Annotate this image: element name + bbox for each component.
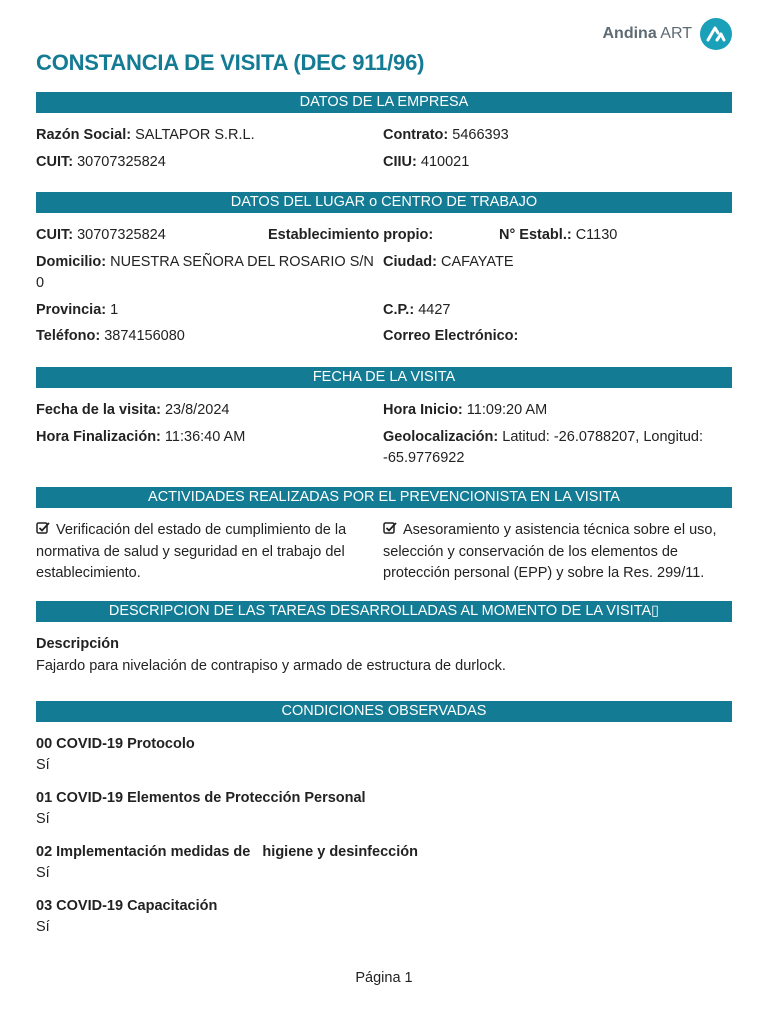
razon-social-field: Razón Social: SALTAPOR S.R.L. xyxy=(36,127,255,143)
cp-field: C.P.: 4427 xyxy=(383,302,451,318)
actividad-item: Asesoramiento y asistencia técnica sobre el uso, selección y conservación de los elementos de protección personal (EPP) y sobre la Res. 299/11. xyxy=(383,522,717,581)
check-square-icon xyxy=(36,521,50,542)
condicion-value: Sí xyxy=(36,757,50,773)
section-header-actividades: ACTIVIDADES REALIZADAS POR EL PREVENCIONISTA EN LA VISITA xyxy=(36,487,732,508)
condicion-title: 00 COVID-19 Protocolo xyxy=(36,736,195,752)
section-header-lugar: DATOS DEL LUGAR o CENTRO DE TRABAJO xyxy=(36,192,732,213)
brand-logo xyxy=(603,18,733,50)
actividad-item: Verificación del estado de cumplimiento de la normativa de salud y seguridad en el trabajo del establecimiento. xyxy=(36,522,347,581)
page-title: CONSTANCIA DE VISITA (DEC 911/96) xyxy=(36,50,425,75)
andina-logo-icon xyxy=(700,18,732,50)
lugar-cuit-field: CUIT: 30707325824 xyxy=(36,227,166,243)
ciudad-field: Ciudad: CAFAYATE xyxy=(383,254,514,270)
telefono-field: Teléfono: 3874156080 xyxy=(36,328,185,344)
hora-inicio-field: Hora Inicio: 11:09:20 AM xyxy=(383,402,548,418)
nro-establecimiento-field: N° Establ.: C1130 xyxy=(499,227,618,243)
ciiu-field: CIIU: 410021 xyxy=(383,154,470,170)
condicion-value: Sí xyxy=(36,811,50,827)
condicion-title: 02 Implementación medidas de higiene y desinfección xyxy=(36,844,418,860)
section-header-visita: FECHA DE LA VISITA xyxy=(36,367,732,388)
check-square-icon xyxy=(383,521,397,542)
provincia-field: Provincia: 1 xyxy=(36,302,119,318)
section-header-condiciones: CONDICIONES OBSERVADAS xyxy=(36,701,732,722)
geolocalizacion-field: Geolocalización: Latitud: -26.0788207, Longitud: -65.9776922 xyxy=(383,429,704,466)
establecimiento-propio-field: Establecimiento propio: xyxy=(268,227,434,243)
section-header-empresa: DATOS DE LA EMPRESA xyxy=(36,92,732,113)
domicilio-field: Domicilio: NUESTRA SEÑORA DEL ROSARIO S/N 0 xyxy=(36,254,374,291)
brand-name: Andina ART xyxy=(602,25,692,42)
contrato-field: Contrato: 5466393 xyxy=(383,127,509,143)
descripcion-label: Descripción xyxy=(36,636,119,652)
fecha-visita-field: Fecha de la visita: 23/8/2024 xyxy=(36,402,230,418)
descripcion-value: Fajardo para nivelación de contrapiso y armado de estructura de durlock. xyxy=(36,658,506,674)
section-header-tareas: DESCRIPCION DE LAS TAREAS DESARROLLADAS AL MOMENTO DE LA VISITA▯ xyxy=(36,601,732,622)
page-number: Página 1 xyxy=(355,970,413,986)
correo-field: Correo Electrónico: xyxy=(383,328,519,344)
empresa-cuit-field: CUIT: 30707325824 xyxy=(36,154,166,170)
condicion-title: 01 COVID-19 Elementos de Protección Personal xyxy=(36,790,366,806)
hora-finalizacion-field: Hora Finalización: 11:36:40 AM xyxy=(36,429,246,445)
condicion-value: Sí xyxy=(36,865,50,881)
condicion-title: 03 COVID-19 Capacitación xyxy=(36,898,218,914)
condicion-value: Sí xyxy=(36,919,50,935)
